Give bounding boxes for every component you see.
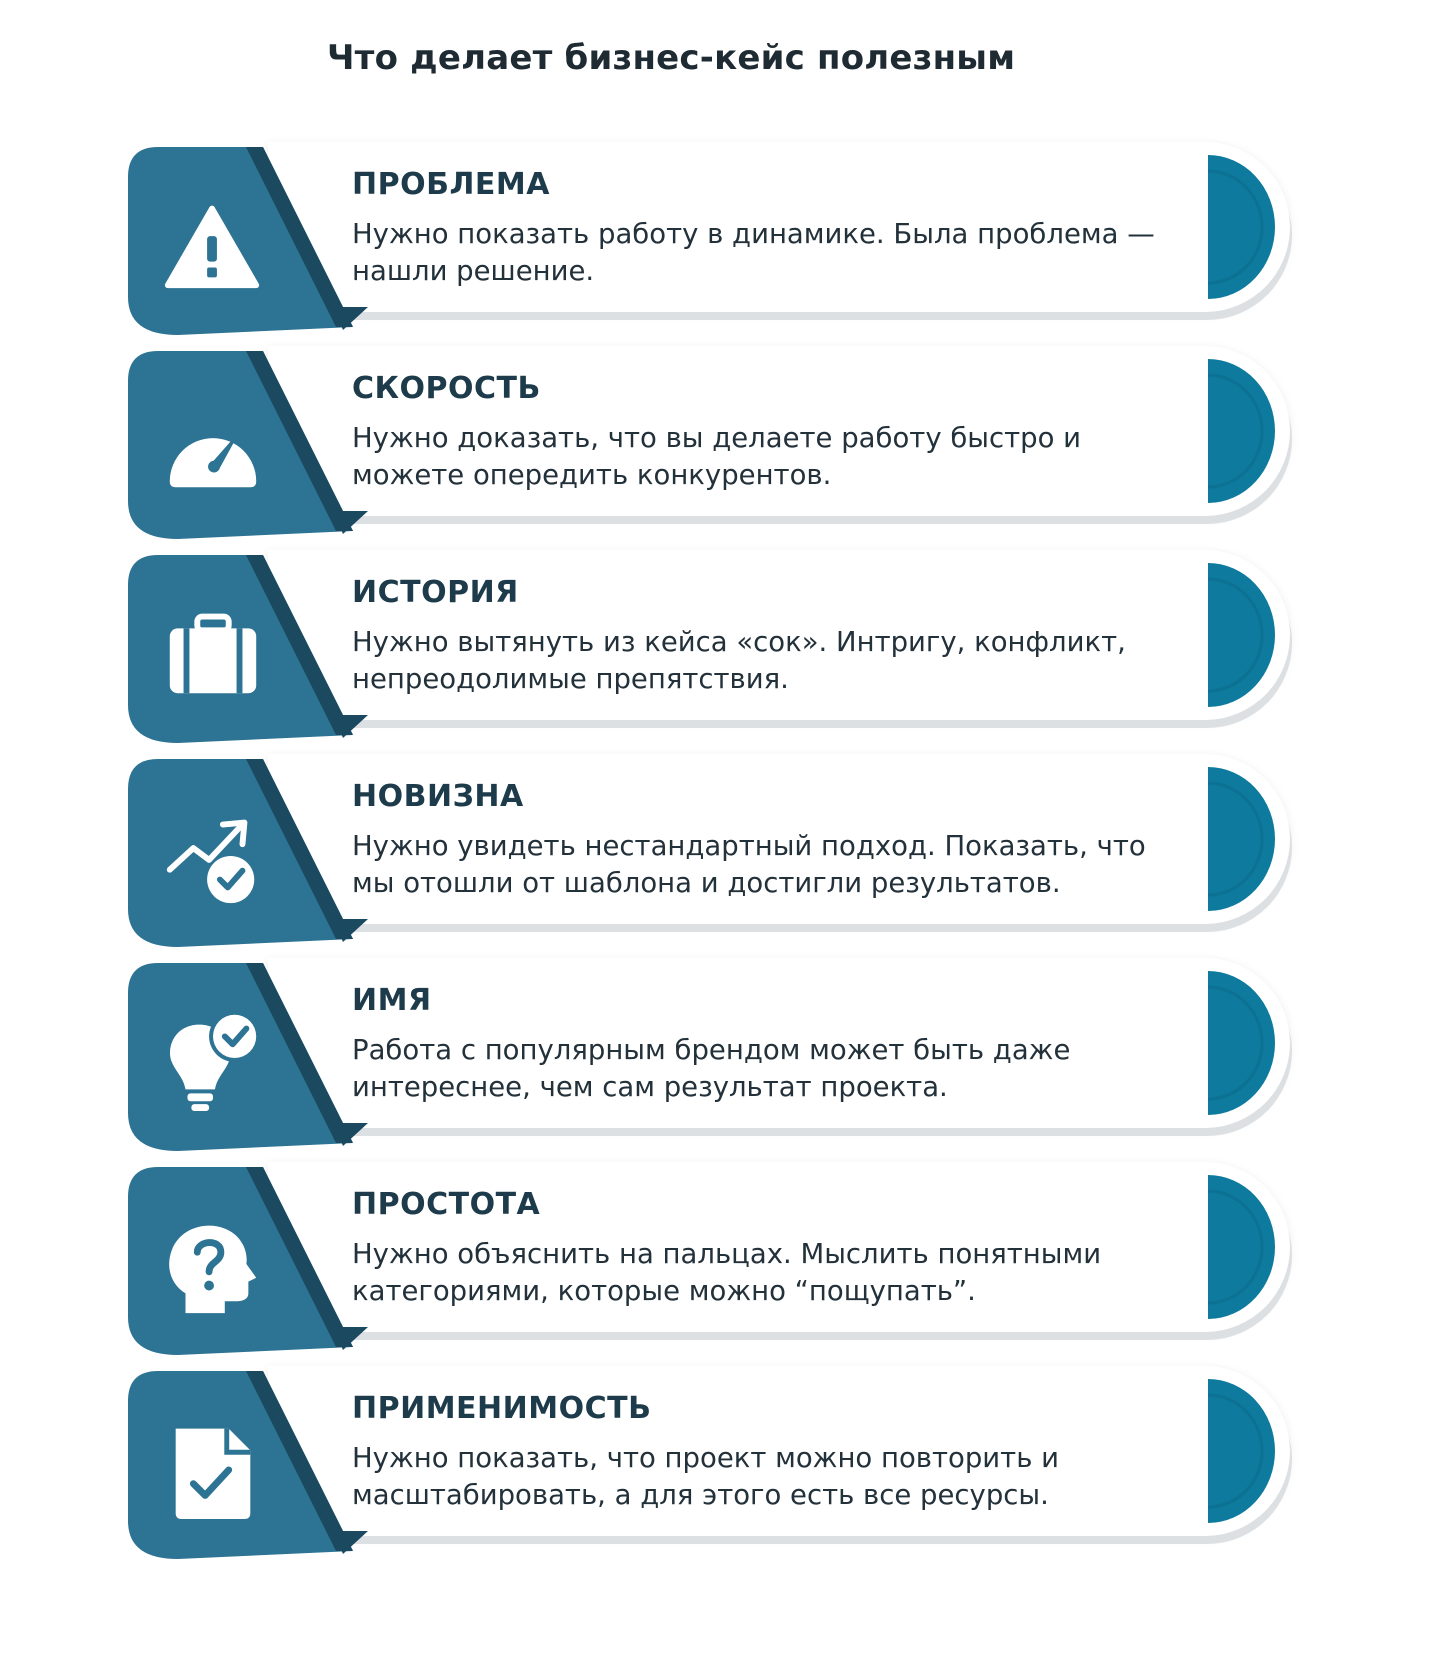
card-end-cap: [1208, 359, 1298, 509]
card-description: Нужно доказать, что вы делаете работу быстро и можете опередить конкурентов.: [352, 422, 1082, 491]
card-2: [128, 351, 1310, 551]
card-heading: ПРОСТОТА: [352, 1187, 541, 1222]
growth-check-icon: [158, 799, 268, 909]
card-end-cap: [1208, 1379, 1298, 1529]
card-1: [128, 147, 1310, 347]
card-heading: ИСТОРИЯ: [352, 575, 519, 610]
warning-icon: [158, 187, 268, 297]
card-6: [128, 1167, 1310, 1367]
card-description: Нужно объяснить на пальцах. Мыслить понятными категориями, которые можно “пощупать”.: [352, 1238, 1102, 1307]
card-5: [128, 963, 1310, 1163]
card-end-cap: [1208, 767, 1298, 917]
card-3: [128, 555, 1310, 755]
card-end-cap: [1208, 155, 1298, 305]
card-4: [128, 759, 1310, 959]
card-description: Нужно показать, что проект можно повторить и масштабировать, а для этого есть все ресурсы.: [352, 1442, 1060, 1511]
head-question-icon: [158, 1207, 268, 1317]
card-heading: ИМЯ: [352, 983, 432, 1018]
card-heading: НОВИЗНА: [352, 779, 524, 814]
card-heading: СКОРОСТЬ: [352, 371, 541, 406]
card-end-cap: [1208, 563, 1298, 713]
card-description: Нужно показать работу в динамике. Была проблема — нашли решение.: [352, 218, 1155, 287]
card-description: Работа с популярным брендом может быть даже интереснее, чем сам результат проекта.: [352, 1034, 1071, 1103]
lightbulb-check-icon: [158, 1003, 268, 1113]
card-end-cap: [1208, 971, 1298, 1121]
card-description: Нужно вытянуть из кейса «сок». Интригу, конфликт, непреодолимые препятствия.: [352, 626, 1126, 695]
card-end-cap: [1208, 1175, 1298, 1325]
card-heading: ПРОБЛЕМА: [352, 167, 550, 202]
card-7: [128, 1371, 1310, 1571]
suitcase-icon: [158, 595, 268, 705]
document-check-icon: [158, 1411, 268, 1521]
page-title: Что делает бизнес-кейс полезным: [327, 38, 1016, 78]
speedometer-icon: [158, 391, 268, 501]
card-heading: ПРИМЕНИМОСТЬ: [352, 1391, 652, 1426]
card-description: Нужно увидеть нестандартный подход. Показать, что мы отошли от шаблона и достигли результатов.: [352, 830, 1146, 899]
